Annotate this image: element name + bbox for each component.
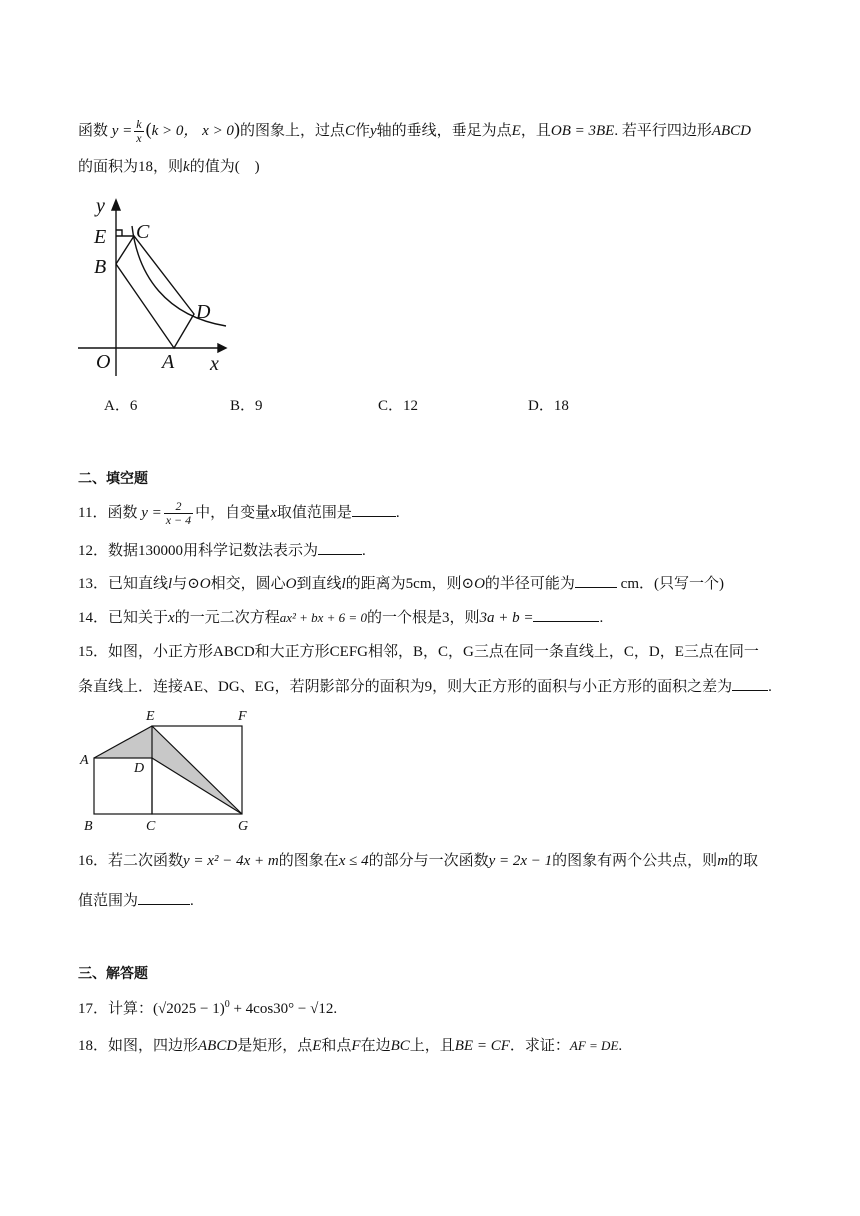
label-a: A [80,753,89,768]
goal: AF = DE [569,1038,619,1053]
label-x: x [210,353,219,375]
condition: k > 0， x > 0 [151,122,234,139]
formula: y = [141,504,162,521]
text: 条直线上．连接AE、DG、EG，若阴影部分的面积为9，则大正方形的面积与小正方形的面积之差为 [78,679,733,695]
var: m [717,853,729,869]
exponent: 0 [224,999,230,1010]
axis: y [369,122,377,139]
denominator: x [136,131,142,145]
text: 作 [354,122,370,139]
text: 相交，圆心 [210,576,286,592]
text: 与⊙ [172,576,200,592]
text: 的取 [728,853,759,869]
fraction [134,118,143,145]
text: ，且 [520,122,551,139]
label-b: B [84,819,93,834]
var: O [199,576,211,592]
text: 的值为( ) [189,159,260,175]
text: . [599,610,604,626]
option-a[interactable]: A．6 [104,398,138,414]
text: ．求证： [509,1038,570,1054]
section-title: 二、填空题 [78,471,148,487]
point: F [351,1038,361,1054]
q11 [78,500,400,527]
point: E [312,1038,322,1054]
text: 的部分与一次函数 [368,853,489,869]
label-d: D [134,761,145,776]
point: E [511,122,521,139]
formula: y = [111,122,133,139]
var: l [168,576,173,592]
q17 [78,995,337,1019]
text: 的图象有两个公共点，则 [552,853,718,869]
text: 18．如图，四边形 [78,1038,199,1054]
q13 [78,573,724,594]
denominator: x − 4 [165,513,192,527]
text: 的图象上，过点 [239,122,345,139]
y-arrow [112,200,120,210]
option-b[interactable]: B．9 [230,398,263,414]
q16-line1 [78,851,758,871]
q15-figure [76,704,266,834]
option-c[interactable]: C．12 [378,398,419,414]
q15-line1: 15．如图，小正方形ABCD和大正方形CEFG相邻，B，C，G三点在同一条直线上，C，D，E三点在同一 [78,644,759,660]
text: 是矩形，点 [237,1038,313,1054]
text: 的距离为5cm，则⊙ [345,576,475,592]
shape: ABCD [198,1038,238,1054]
q16-line2 [78,890,194,911]
label-y: y [96,196,105,217]
right-angle-mark [116,230,122,236]
label-c: C [136,221,150,243]
text: 12．数据130000用科学记数法表示为 [78,543,319,559]
text: 11．函数 [78,504,138,521]
text: . [190,893,194,909]
answer-blank [318,540,362,555]
function: y = 2x − 1 [488,853,553,869]
text: 的一个根是3，则 [366,610,480,626]
parallelogram [116,236,194,348]
numerator: k [136,117,142,131]
label-d: D [196,301,211,323]
text: 的一元二次方程 [174,610,280,626]
var: x [270,504,277,521]
section-title: 三、解答题 [78,966,148,982]
text: 上，且 [409,1038,455,1054]
label-a: A [162,351,175,373]
var: x [168,610,175,626]
text: 14．已知关于 [78,610,169,626]
label-e: E [94,226,107,248]
var: O [474,576,485,592]
text: 值范围为 [78,893,139,909]
expression: 3a + b = [479,610,534,626]
option-d[interactable]: D．18 [528,398,569,414]
answer-blank [575,573,617,588]
text: 到直线 [296,576,342,592]
q10-line1: 函数 y = $\frac{k}{x}$ (k > 0， x > 0)的图象上，过点C作y轴的垂线，垂足为点E，且OB = 3BE. 若平行四边形ABCD [78,117,751,145]
expression: + 4cos30° − √12 [229,1001,334,1017]
text: 在边 [360,1038,391,1054]
text: 17．计算： [78,1001,154,1017]
segment: BC [390,1038,410,1054]
x-arrow [218,344,226,352]
text: 16．若二次函数 [78,853,184,869]
var: O [285,576,297,592]
label-g: G [238,819,249,834]
q10-figure [76,196,236,381]
text: 的半径可能为 [484,576,575,592]
relation: BE = CF [454,1038,510,1054]
text: 的面积为18，则 [78,159,184,175]
text: . [768,679,772,695]
answer-blank [732,676,768,691]
answer-blank [138,890,190,905]
text: 函数 [78,122,109,139]
text: 取值范围是 [276,504,352,521]
equation: ax² + bx + 6 = 0 [279,610,367,625]
q18 [78,1036,622,1056]
answer-blank [533,607,599,622]
shape: ABCD [711,122,751,139]
text: 的图象在 [278,853,339,869]
text: 和点 [321,1038,352,1054]
q15-line2 [78,676,772,697]
q14 [78,607,603,628]
function: y = x² − 4x + m [183,853,279,869]
var: l [341,576,346,592]
q12 [78,540,366,561]
label-o: O [96,351,111,373]
var: k [183,159,190,175]
text: cm．(只写一个) [616,576,724,592]
numerator: 2 [164,500,193,514]
answer-blank [352,502,396,517]
text: 13．已知直线 [78,576,169,592]
label-e: E [146,709,155,724]
relation: OB = 3BE [550,122,615,139]
label-c: C [146,819,156,834]
segment-eg [152,726,242,814]
point: C [344,122,355,139]
text: . [333,1001,338,1017]
q10-line2 [78,157,260,177]
text: . [395,504,400,521]
expression: (√2025 − 1) [153,1001,225,1017]
text: . 若平行四边形 [614,122,712,139]
text: . [362,543,366,559]
segment-dg [152,758,242,814]
label-b: B [94,256,107,278]
text: . [618,1038,623,1054]
text: 中，自变量 [195,504,271,521]
condition: x ≤ 4 [338,853,369,869]
fraction [164,500,193,527]
label-f: F [238,709,247,724]
text: 轴的垂线，垂足为点 [376,122,512,139]
